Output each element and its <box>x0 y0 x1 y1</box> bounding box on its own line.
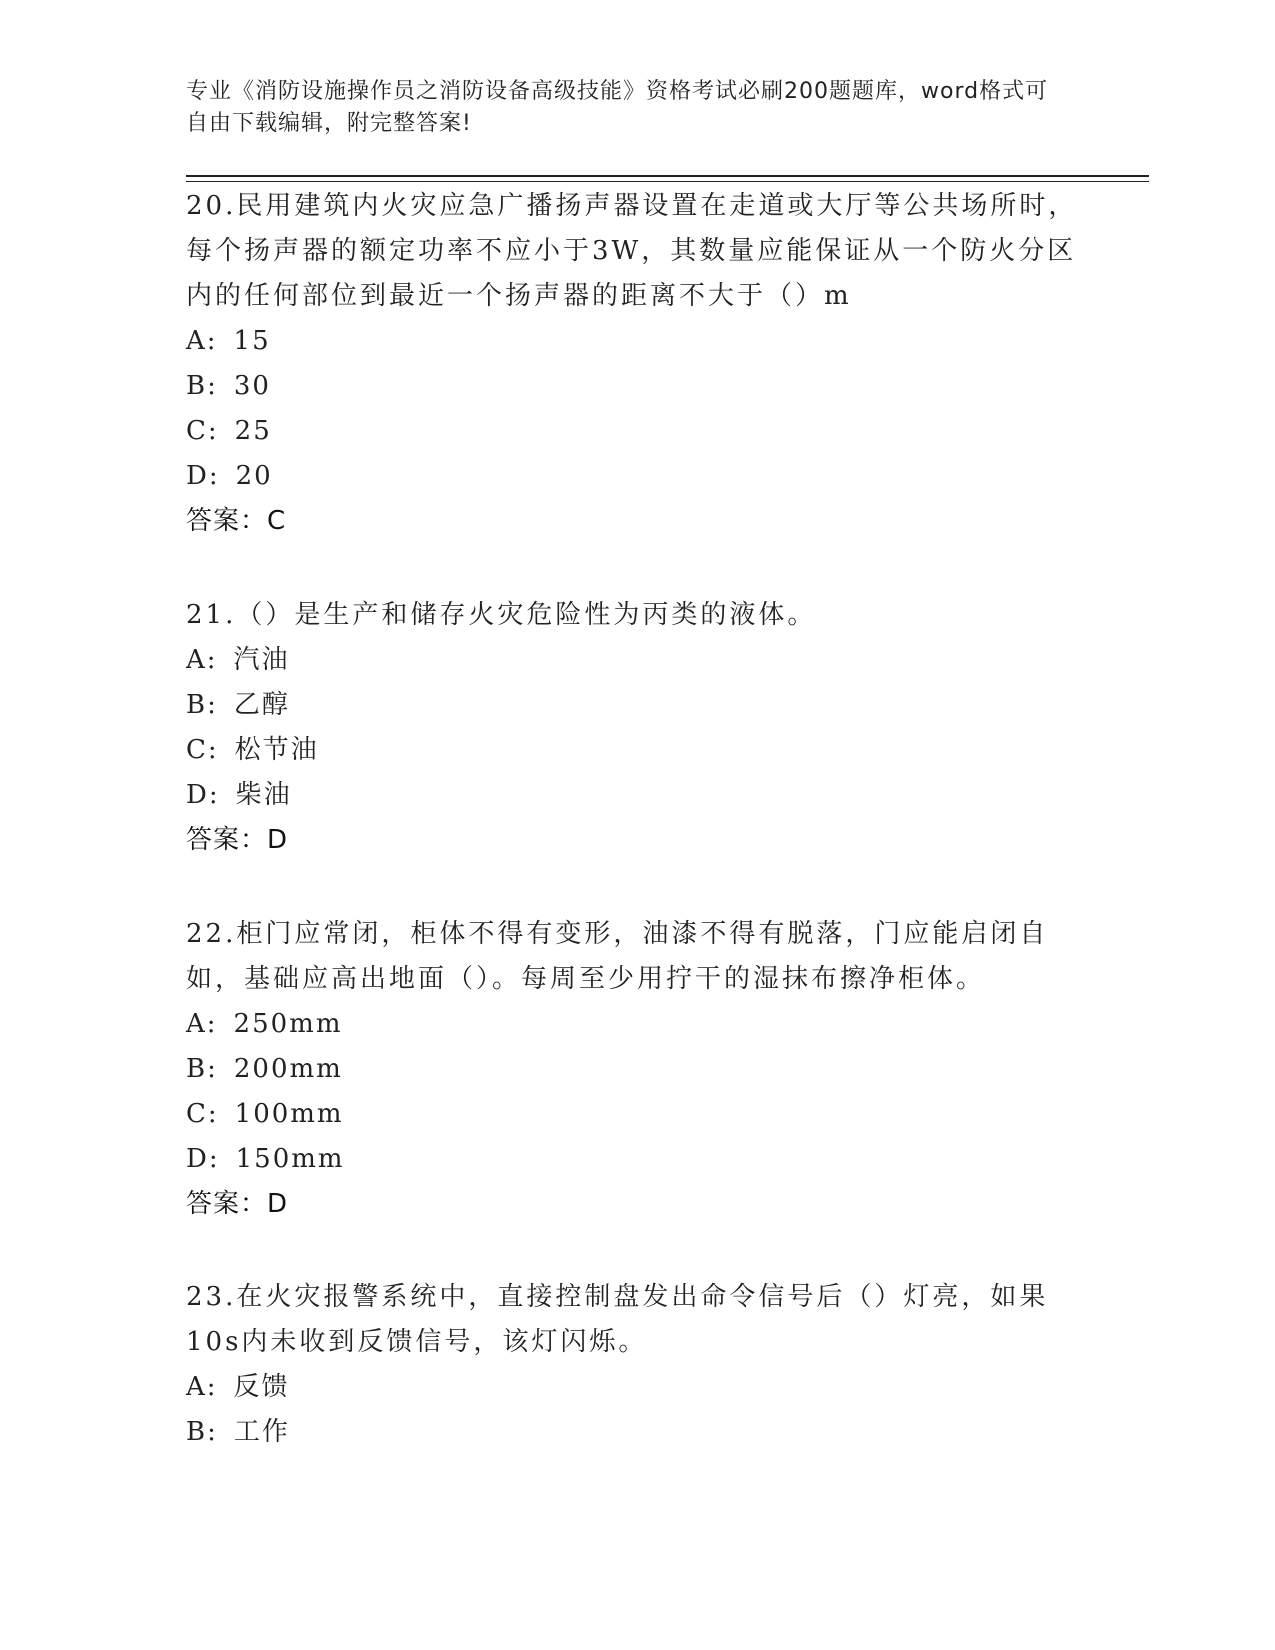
option-d <box>186 773 1086 818</box>
option-a <box>186 1365 1086 1410</box>
answer-line: 答案：D <box>186 825 289 855</box>
document-header: 专业《消防设施操作员之消防设备高级技能》资格考试必刷200题题库，word格式可自由下载编辑，附完整答案! <box>186 79 1049 136</box>
option-value: 30 <box>233 371 271 401</box>
option-label: A: <box>186 1372 218 1402</box>
option-label: C: <box>186 416 219 446</box>
question-22 <box>186 912 1086 1227</box>
option-value: 柴油 <box>235 780 292 810</box>
option-value: 100mm <box>234 1099 344 1129</box>
header-divider-thick <box>186 175 1149 177</box>
option-a <box>186 319 1086 364</box>
option-value: 15 <box>233 326 271 356</box>
option-label: D: <box>186 780 220 810</box>
option-label: B: <box>186 690 218 720</box>
option-value: 反馈 <box>233 1372 290 1402</box>
option-label: D: <box>186 1144 220 1174</box>
option-label: B: <box>186 1417 218 1447</box>
option-c <box>186 1092 1086 1137</box>
option-label: D: <box>186 461 220 491</box>
option-label: B: <box>186 1054 218 1084</box>
option-a <box>186 638 1086 683</box>
header-divider-thin <box>186 181 1149 182</box>
option-label: C: <box>186 735 219 765</box>
option-c <box>186 728 1086 773</box>
question-text: 21.（）是生产和储存火灾危险性为丙类的液体。 <box>186 600 817 630</box>
option-b <box>186 683 1086 728</box>
option-d <box>186 1137 1086 1182</box>
question-text: 20.民用建筑内火灾应急广播扬声器设置在走道或大厅等公共场所时，每个扬声器的额定功率不应小于3W，其数量应能保证从一个防火分区内的任何部位到最近一个扬声器的距离不大于（）m <box>186 191 1078 311</box>
option-a <box>186 1002 1086 1047</box>
option-value: 松节油 <box>234 735 319 765</box>
option-d <box>186 454 1086 499</box>
option-label: A: <box>186 645 218 675</box>
option-value: 25 <box>234 416 272 446</box>
option-value: 20 <box>235 461 273 491</box>
option-c <box>186 409 1086 454</box>
option-value: 汽油 <box>233 645 290 675</box>
question-23 <box>186 1275 1086 1455</box>
question-text: 23.在火灾报警系统中，直接控制盘发出命令信号后（）灯亮，如果10s内未收到反馈信号，该灯闪烁。 <box>186 1282 1049 1357</box>
option-value: 200mm <box>233 1054 343 1084</box>
option-value: 250mm <box>233 1009 343 1039</box>
option-label: A: <box>186 326 218 356</box>
question-text: 22.柜门应常闭，柜体不得有变形，油漆不得有脱落，门应能启闭自如，基础应高出地面（）。每周至少用拧干的湿抹布擦净柜体。 <box>186 919 1049 994</box>
option-label: A: <box>186 1009 218 1039</box>
question-20 <box>186 184 1086 544</box>
option-b <box>186 364 1086 409</box>
option-value: 150mm <box>235 1144 345 1174</box>
option-label: C: <box>186 1099 219 1129</box>
answer-line: 答案：C <box>186 506 287 536</box>
answer-line: 答案：D <box>186 1189 289 1219</box>
question-21 <box>186 593 1086 863</box>
option-b <box>186 1047 1086 1092</box>
option-value: 工作 <box>233 1417 290 1447</box>
option-value: 乙醇 <box>233 690 290 720</box>
option-b <box>186 1410 1086 1455</box>
option-label: B: <box>186 371 218 401</box>
